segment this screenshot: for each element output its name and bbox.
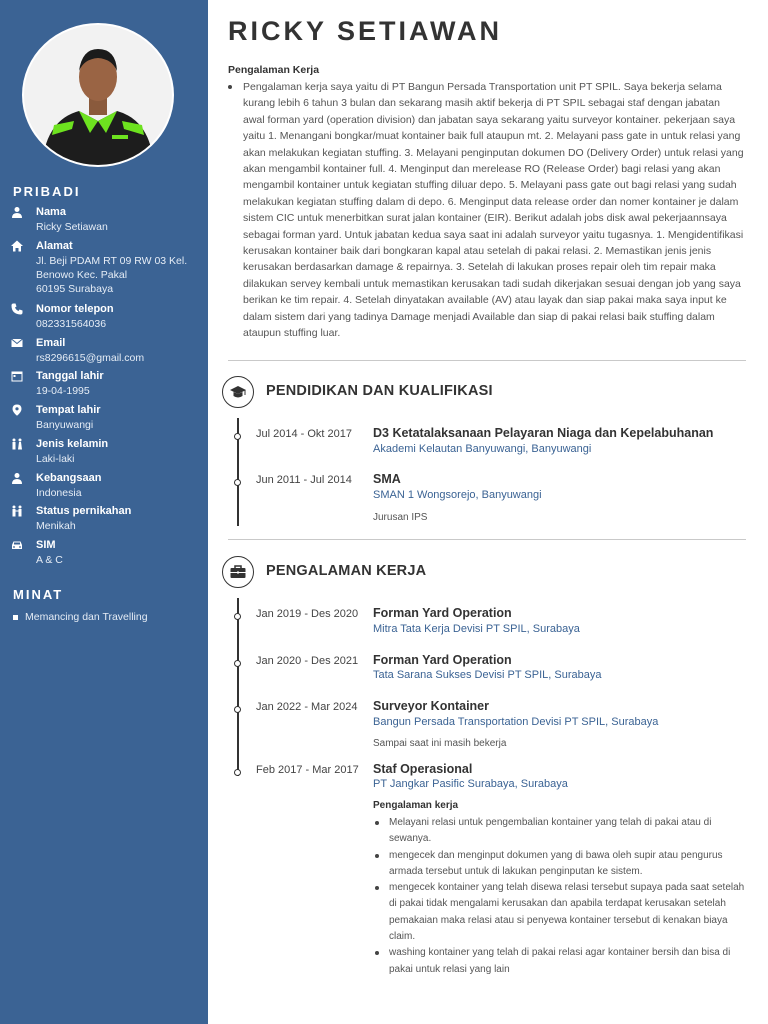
work-company: Mitra Tata Kerja Devisi PT SPIL, Surabaya	[373, 623, 580, 635]
mail-icon	[11, 337, 23, 349]
person-icon	[11, 206, 23, 218]
personal-label: Nama	[36, 206, 66, 218]
work-date: Jan 2019 - Des 2020	[256, 608, 359, 620]
timeline-dot	[234, 433, 241, 440]
work-date: Jan 2020 - Des 2021	[256, 655, 359, 667]
couple-icon	[11, 505, 23, 517]
interest-item	[13, 611, 148, 623]
graduation-cap-icon	[229, 383, 247, 401]
interest-text: Memancing dan Travelling	[25, 611, 148, 623]
car-icon	[11, 539, 23, 551]
bullet-icon	[13, 615, 18, 620]
personal-label: Email	[36, 337, 66, 349]
education-date: Jun 2011 - Jul 2014	[256, 474, 352, 486]
personal-value: 082331564036	[36, 318, 107, 330]
duty-item: Melayani relasi untuk pengembalian kontainer yang telah di pakai atau di sewanya.	[373, 815, 748, 848]
person-icon	[11, 472, 23, 484]
work-company: Tata Sarana Sukses Devisi PT SPIL, Surabaya	[373, 669, 602, 681]
intro-paragraph	[228, 79, 744, 342]
personal-value: Indonesia	[36, 487, 82, 499]
personal-heading: PRIBADI	[13, 184, 81, 199]
intro-heading: Pengalaman Kerja	[228, 64, 320, 76]
duty-item: mengecek dan menginput dokumen yang di bawa oleh supir atau pengurus armada tersebut untuk di lakukan penginputan ke sistem.	[373, 848, 748, 881]
duty-item: washing kontainer yang telah di pakai relasi agar kontainer bersih dan bisa di pakai untuk relasi yang lain	[373, 945, 748, 978]
personal-label: Tempat lahir	[36, 404, 101, 416]
personal-value: Ricky Setiawan	[36, 221, 108, 233]
work-title: Staf Operasional	[373, 762, 473, 776]
home-icon	[11, 240, 23, 252]
personal-value: rs8296615@gmail.com	[36, 352, 145, 364]
main-content	[208, 0, 768, 1024]
education-institution: Akademi Kelautan Banyuwangi, Banyuwangi	[373, 443, 592, 455]
personal-value: Menikah	[36, 520, 76, 532]
work-date: Feb 2017 - Mar 2017	[256, 764, 359, 776]
duties-heading: Pengalaman kerja	[373, 800, 459, 811]
personal-value: Jl. Beji PDAM RT 09 RW 03 Kel. Benowo Kec. Pakal 60195 Surabaya	[36, 255, 188, 295]
personal-value: Laki-laki	[36, 453, 75, 465]
location-pin-icon	[11, 404, 23, 416]
calendar-icon	[11, 370, 23, 382]
personal-value: 19-04-1995	[36, 385, 90, 397]
timeline-dot	[234, 613, 241, 620]
personal-label: Kebangsaan	[36, 472, 102, 484]
section-divider	[228, 360, 746, 361]
work-title: Forman Yard Operation	[373, 653, 512, 667]
work-timeline	[237, 598, 239, 776]
education-institution: SMAN 1 Wongsorejo, Banyuwangi	[373, 489, 542, 501]
personal-value: A & C	[36, 554, 63, 566]
profile-photo	[22, 23, 174, 167]
personal-label: Alamat	[36, 240, 73, 252]
briefcase-icon	[229, 563, 247, 581]
bullet-icon	[228, 85, 232, 89]
work-company: Bangun Persada Transportation Devisi PT SPIL, Surabaya	[373, 716, 659, 728]
education-title: D3 Ketatalaksanaan Pelayaran Niaga dan Kepelabuhanan	[373, 426, 714, 440]
sidebar	[0, 0, 208, 1024]
phone-icon	[11, 303, 23, 315]
education-heading: PENDIDIKAN DAN KUALIFIKASI	[266, 383, 493, 399]
interests-heading: MINAT	[13, 587, 64, 602]
personal-label: Tanggal lahir	[36, 370, 104, 382]
section-divider	[228, 539, 746, 540]
timeline-dot	[234, 660, 241, 667]
intro-text: Pengalaman kerja saya yaitu di PT Bangun Persada Transportation unit PT SPIL. Saya bekerja selama kurang lebih 6 tahun 3 bulan dan sekarang masih aktif bekerja di PT SPIL sebagai staf dengan jabatan awal forman yard (operation division) dan jabatan saya sekarang yaitu surveyor kontainer. pekerjaan saya yaitu 1. Menangani bongkar/muat kontainer baik full ataupun mt. 2. Melayani pass gate in untuk relasi yang akan melakukan kegiatan stuffing. 3. Melayani penginputan dokumen DO (Delivery Order) untuk relasi yang akan mengambil kontainer full. 4. Menginput dan merelease RO (Release Order) bagi relasi yang akan mengambil kontainer untuk kegiatan stuffing diluar depo. 5. Melayani pass gate out bagi relasi yang sudah melakukan kegiatan stuffing dalam di depo. 6. Menginput data release order dan nomer kontainer je dalam sistem CIC untuk menerbitkan surat jalan kontainer (EIR). Berikut adalah jobs disk awal pekerjaannsaya sebagai forman yard. Untuk jabatan kedua saya saat ini adalah surveyor yaitu tugasnya. 1. Mengidentifikasi kerusakan kontainer baik dari bongkaran kapal atau setelah di pakai relasi. 2. Memastikan jenis jenis kerusakan berdasarkan damage & repairnya. 3. Setelah di lakukan proses repair oleh tim repair maka dilakukan servey kembali untuk memastikan kerusakan tadi sudah dikerjakan sesuai dengan job yang saya berikan ke tim repair. 4. Setelah dinyatakan available (AV) atau layak dan siap pakai maka saya input ke dalam sistem dari yang tadinya Damage menjadi Available dan siap di pakai relasi baik stuffing dalam ataupun stuffing luar.	[243, 81, 744, 340]
work-company: PT Jangkar Pasific Surabaya, Surabaya	[373, 778, 568, 790]
work-title: Surveyor Kontainer	[373, 699, 490, 713]
personal-label: Status pernikahan	[36, 505, 132, 517]
duties-list	[373, 815, 748, 978]
personal-value: Banyuwangi	[36, 419, 94, 431]
education-title: SMA	[373, 472, 401, 486]
work-note: Sampai saat ini masih bekerja	[373, 738, 507, 749]
education-icon-circle	[222, 376, 254, 408]
personal-label: Jenis kelamin	[36, 438, 109, 450]
work-date: Jan 2022 - Mar 2024	[256, 701, 358, 713]
education-date: Jul 2014 - Okt 2017	[256, 428, 353, 440]
person-name: RICKY SETIAWAN	[228, 16, 503, 46]
gender-icon	[11, 438, 23, 450]
timeline-dot	[234, 479, 241, 486]
duty-item: mengecek kontainer yang telah disewa relasi tersebut supaya pada saat setelah di pakai tidak mengalami kerusakan dan apabila terdapat kerusakan setelah pemakaian maka relasi atau si penyewa kontainer tersebut di kenakan biaya claim.	[373, 880, 748, 945]
timeline-dot	[234, 769, 241, 776]
timeline-dot	[234, 706, 241, 713]
work-icon-circle	[222, 556, 254, 588]
work-heading: PENGALAMAN KERJA	[266, 563, 427, 579]
personal-label: Nomor telepon	[36, 303, 114, 315]
work-title: Forman Yard Operation	[373, 606, 512, 620]
education-note: Jurusan IPS	[373, 512, 428, 523]
personal-label: SIM	[36, 539, 56, 551]
